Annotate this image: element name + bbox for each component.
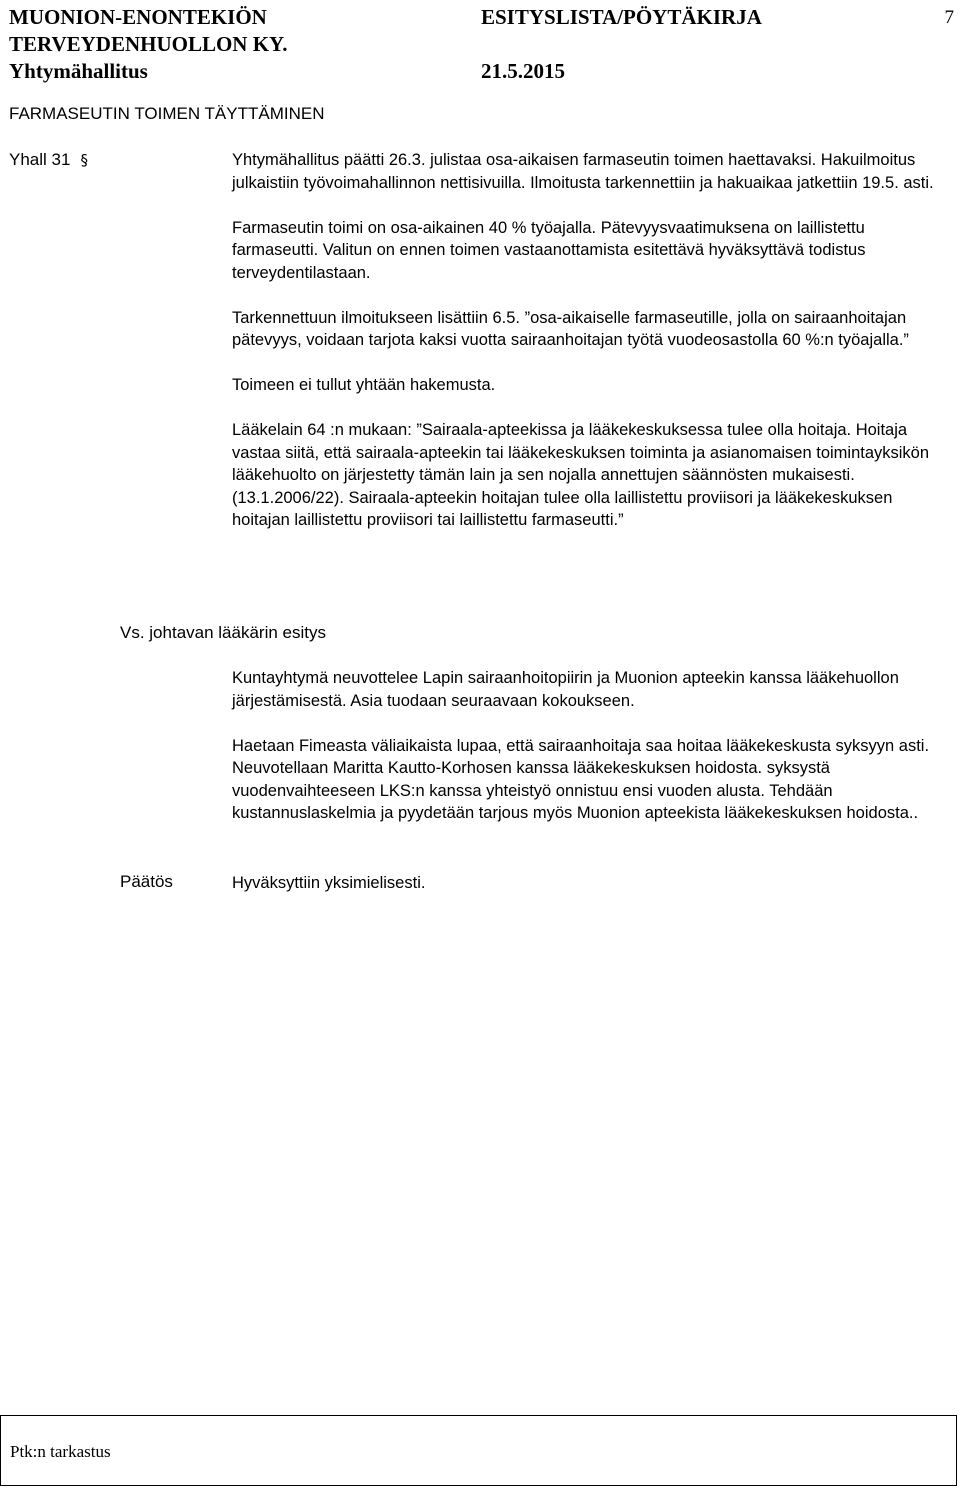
review-label: Ptk:n tarkastus — [10, 1442, 111, 1461]
section-sign: § — [80, 151, 88, 169]
paragraph-addition: Tarkennettuun ilmoitukseen lisättiin 6.5. ”osa-aikaiselle farmaseutille, jolla on sairaanhoitajan pätevyys, voidaan tarjota kaksi vuotta sairaanhoitajan työtä vuodeosastolla 60 %:n työajalla.” — [232, 308, 909, 349]
proposal-paragraph-1: Kuntayhtymä neuvottelee Lapin sairaanhoitopiirin ja Muonion apteekin kanssa lääkehuollon järjestämisestä. Asia tuodaan seuraavaan kokoukseen. — [232, 669, 899, 710]
item-body — [232, 149, 947, 532]
meeting-date: 21.5.2015 — [481, 59, 565, 83]
org-name-line1: MUONION-ENONTEKIÖN — [9, 5, 267, 29]
document-header — [9, 4, 954, 85]
paragraph-law-quote: Lääkelain 64 :n mukaan: ”Sairaala-apteekissa ja lääkekeskuksessa tulee olla hoitaja. Hoitaja vastaa siitä, että sairaala-apteekin tai lääkekeskuksen toiminta ja asianomaisen toimintayksikön lääkehuolto on järjestetty tämän lain ja sen nojalla annettujen säännösten mukaisesti. (13.1.2006/22). Sairaala-apteekin hoitajan tulee olla laillistettu proviisori ja lääkekeskuksen hoitajan laillistettu proviisori tai laillistettu farmaseutti.” — [232, 421, 930, 529]
paragraph-position: Farmaseutin toimi on osa-aikainen 40 % työajalla. Pätevyysvaatimuksena on laillistettu farmaseutti. Valitun on ennen toimen vastaanottamista esitettävä hyväksyttävä todistus terveydentilastaan. — [232, 218, 866, 282]
decision-text: Hyväksyttiin yksimielisesti. — [232, 874, 426, 892]
proposal-label: Vs. johtavan lääkärin esitys — [120, 623, 326, 642]
paragraph-no-applicants: Toimeen ei tullut yhtään hakemusta. — [232, 376, 496, 394]
proposal-paragraph-2: Haetaan Fimeasta väliaikaista lupaa, että sairaanhoitaja saa hoitaa lääkekeskusta syksyyn asti. Neuvotellaan Maritta Kautto-Korhosen kanssa lääkekeskuksen hoidosta. syksystä vuodenvaihteeseen LKS:n kanssa yhteistyö onnistuu ensi vuoden alusta. Tehdään kustannuslaskelmia ja pyydetään tarjous myös Muonion apteekista lääkekeskuksen hoidosta.. — [232, 736, 930, 822]
proposal-body — [232, 667, 947, 825]
review-box — [0, 1415, 957, 1486]
section-title: FARMASEUTIN TOIMEN TÄYTTÄMINEN — [9, 104, 325, 123]
paragraph-announcement: Yhtymähallitus päätti 26.3. julistaa osa-aikaisen farmaseutin toimen haettavaksi. Hakuilmoitus julkaistiin työvoimahallinnon nettisivuilla. Ilmoitusta tarkennettiin ja hakuaikaa jatkettiin 19.5. asti. — [232, 151, 934, 192]
meeting-body: Yhtymähallitus — [9, 59, 148, 83]
item-reference — [9, 150, 88, 170]
org-name-line2: TERVEYDENHUOLLON KY. — [9, 32, 288, 56]
item-ref-label: Yhall 31 — [9, 150, 71, 169]
page-number: 7 — [944, 7, 954, 28]
decision-label: Päätös — [120, 872, 173, 891]
document-type: ESITYSLISTA/PÖYTÄKIRJA — [481, 5, 762, 29]
